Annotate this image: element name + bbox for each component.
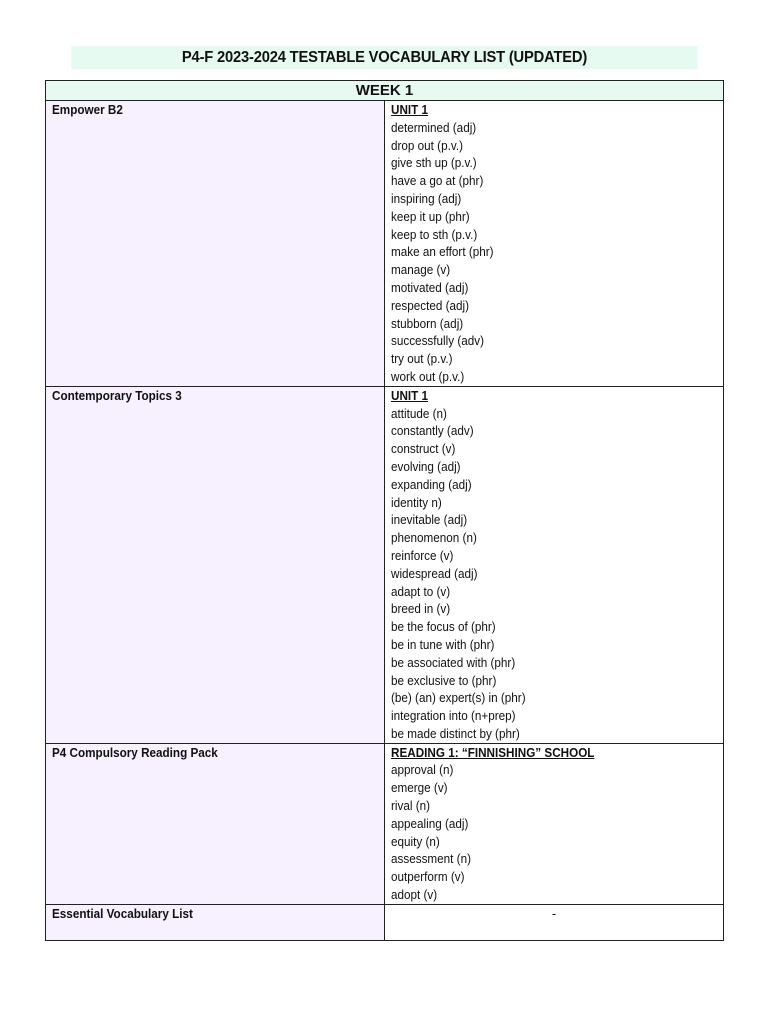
vocab-item: expanding (adj) — [391, 476, 472, 492]
vocab-item: work out (p.v.) — [391, 368, 465, 384]
vocab-item: inevitable (adj) — [391, 512, 468, 528]
row-content-contemporary — [385, 386, 724, 743]
vocab-item: be the focus of (phr) — [391, 619, 496, 635]
row-label-contemporary — [46, 386, 385, 743]
page-title — [71, 46, 698, 69]
vocab-item: manage (v) — [391, 262, 451, 278]
vocab-item: successfully (adv) — [391, 333, 484, 349]
vocab-item: equity (n) — [391, 833, 440, 849]
row-label-text: Empower B2 — [52, 102, 123, 117]
reading-heading: READING 1: “FINNISHING” SCHOOL — [391, 744, 595, 760]
row-label-text: P4 Compulsory Reading Pack — [52, 744, 218, 760]
week-header-row — [46, 81, 724, 101]
vocab-item: (be) (an) expert(s) in (phr) — [391, 690, 526, 706]
vocab-item: motivated (adj) — [391, 279, 469, 295]
vocab-item: be in tune with (phr) — [391, 636, 495, 652]
row-label-empower — [46, 101, 385, 387]
vocabulary-table — [45, 80, 724, 941]
vocab-item: stubborn (adj) — [391, 315, 464, 331]
vocab-item: adopt (v) — [391, 887, 438, 903]
essential-value: - — [385, 904, 724, 940]
vocab-list-contemporary-left — [391, 405, 616, 583]
vocab-item: give sth up (p.v.) — [391, 155, 477, 171]
unit-heading: UNIT 1 — [391, 102, 429, 117]
week-header: WEEK 1 — [46, 81, 724, 101]
vocab-item: identity n) — [391, 494, 442, 510]
row-label-text: Contemporary Topics 3 — [52, 387, 182, 403]
unit-heading: UNIT 1 — [391, 387, 429, 403]
table-row-reading — [46, 743, 724, 904]
vocab-item: approval (n) — [391, 762, 454, 778]
vocab-item: integration into (n+prep) — [391, 708, 516, 724]
vocab-item: appealing (adj) — [391, 815, 469, 831]
vocab-item: breed in (v) — [391, 601, 451, 617]
vocab-item: construct (v) — [391, 441, 456, 457]
vocab-item: be associated with (phr) — [391, 654, 516, 670]
vocab-item: widespread (adj) — [391, 565, 478, 581]
vocab-list-empower — [391, 119, 723, 386]
vocab-item: constantly (adv) — [391, 423, 474, 439]
table-row-contemporary — [46, 386, 724, 743]
row-label-reading — [46, 743, 385, 904]
row-content-empower — [385, 101, 724, 387]
row-content-reading — [385, 743, 724, 904]
vocab-item: attitude (n) — [391, 405, 447, 421]
vocab-item: make an effort (phr) — [391, 244, 494, 260]
vocab-item: reinforce (v) — [391, 547, 454, 563]
vocab-item: drop out (p.v.) — [391, 137, 463, 153]
vocab-item: evolving (adj) — [391, 458, 461, 474]
vocab-item: adapt to (v) — [391, 583, 451, 599]
vocab-item: be exclusive to (phr) — [391, 672, 497, 688]
page-title-text: P4-F 2023-2024 TESTABLE VOCABULARY LIST (UPDATED) — [181, 49, 588, 66]
vocab-item: keep to sth (p.v.) — [391, 226, 478, 242]
vocab-list-reading — [391, 761, 723, 903]
vocab-item: keep it up (phr) — [391, 208, 470, 224]
row-label-essential — [46, 904, 385, 940]
vocab-item: assessment (n) — [391, 851, 471, 867]
vocab-item: rival (n) — [391, 798, 431, 814]
row-label-text: Essential Vocabulary List — [52, 905, 193, 921]
vocab-item: try out (p.v.) — [391, 351, 453, 367]
vocab-item: respected (adj) — [391, 297, 470, 313]
table-row-essential — [46, 904, 724, 940]
vocab-item: be made distinct by (phr) — [391, 725, 520, 741]
vocab-list-contemporary-right — [391, 583, 606, 743]
vocab-item: determined (adj) — [391, 119, 477, 135]
vocab-item: outperform (v) — [391, 869, 465, 885]
vocab-item: phenomenon (n) — [391, 530, 477, 546]
vocab-item: have a go at (phr) — [391, 173, 484, 189]
vocab-item: emerge (v) — [391, 780, 448, 796]
table-row-empower — [46, 101, 724, 387]
vocab-item: inspiring (adj) — [391, 190, 462, 206]
